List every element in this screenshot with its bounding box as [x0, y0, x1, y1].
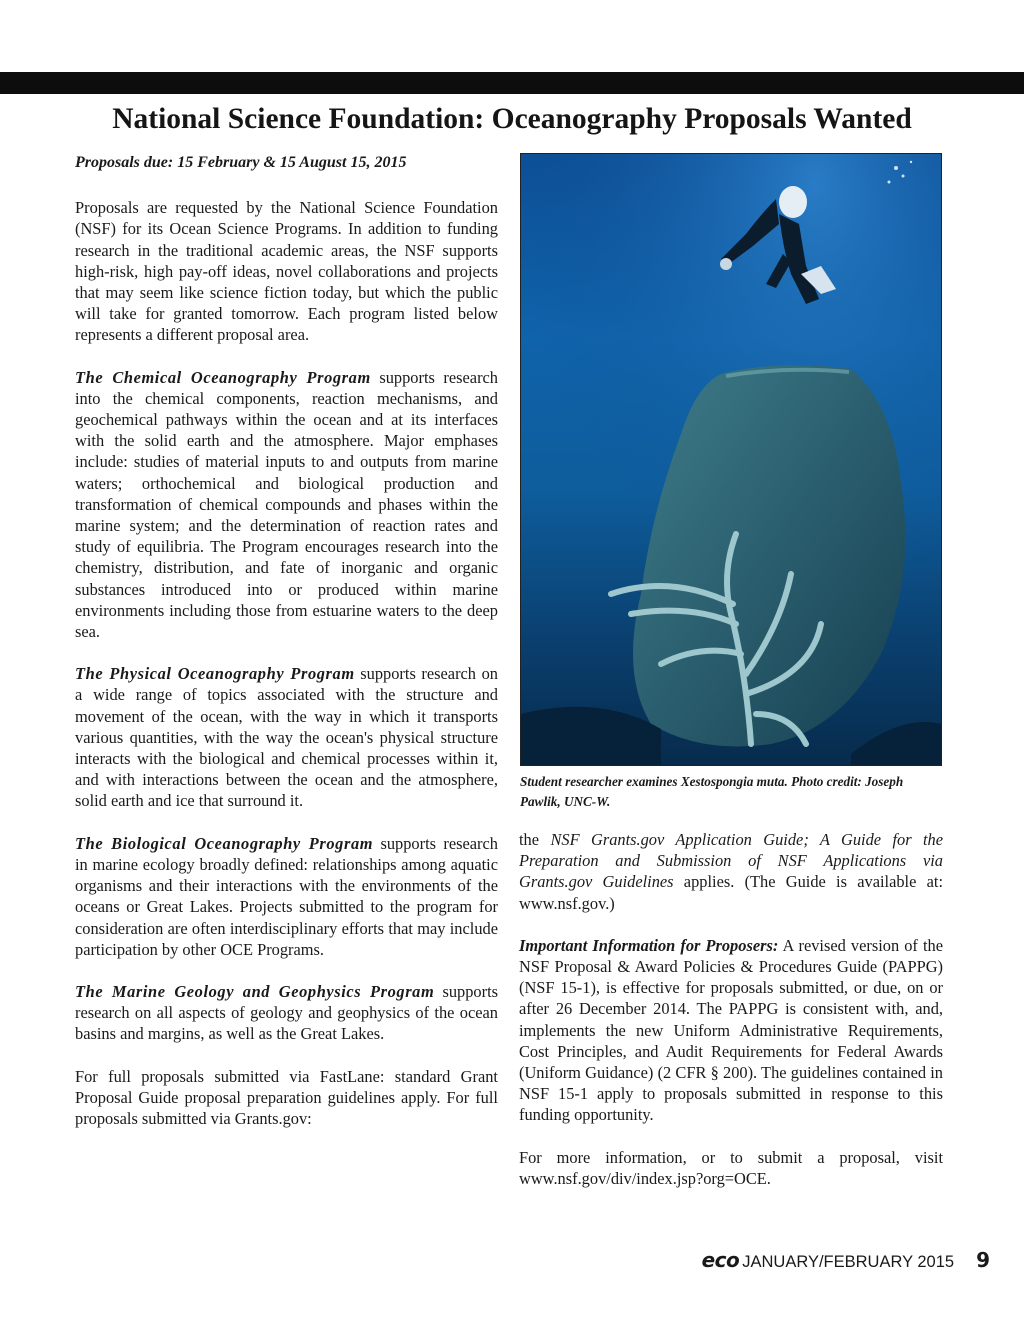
issue-date: JANUARY/FEBRUARY 2015	[742, 1253, 955, 1271]
photo-caption: Student researcher examines Xestospongia muta. Photo credit: Joseph Pawlik, UNC-W.	[520, 774, 904, 809]
important-text: A revised version of the NSF Proposal & Award Policies & Procedures Guide (PAPPG) (NSF 15-1), is effective for proposals submitted, or due, on or after 26 December 2014. The PAPPG is consistent with, and, implements the new Uniform Administrative Requirements, Cost Principles, and Audit Requirements for Federal Awards (Uniform Guidance) (2 CFR § 200). The guidelines contained in NSF 15-1 apply to proposals submitted in response to this funding opportunity.	[519, 935, 943, 1125]
program-name: The Biological Oceanography Program	[75, 833, 374, 853]
program-paragraph	[75, 663, 498, 811]
grants-paragraph	[519, 829, 943, 914]
left-column	[75, 152, 498, 1150]
important-paragraph	[519, 935, 943, 1126]
program-paragraph	[75, 367, 498, 643]
right-column	[519, 829, 943, 1210]
program-text: supports research in marine ecology broadly defined: relationships among aquatic organisms and their interactions with the environments of the oceans or Great Lakes. Projects submitted to the program for consideration are often interdisciplinary efforts that may include participation by other OCE Programs.	[75, 833, 498, 959]
page-footer	[620, 1248, 990, 1276]
program-name: The Chemical Oceanography Program	[75, 367, 371, 387]
program-paragraph	[75, 981, 498, 1045]
diver-sponge-illustration	[521, 154, 941, 765]
program-name: The Physical Oceanography Program	[75, 664, 355, 684]
guide-title: NSF Grants.gov Application Guide; A Guide for the Preparation and Submission of NSF Applications via Grants.gov Guidelines	[519, 830, 944, 892]
page-number: 9	[976, 1248, 990, 1272]
due-date-line: Proposals due: 15 February & 15 August 15, 2015	[75, 154, 407, 171]
page-title: National Science Foundation: Oceanography Proposals Wanted	[112, 103, 912, 135]
magazine-logo: eco	[701, 1248, 740, 1272]
program-text: supports research on all aspects of geology and geophysics of the ocean basins and margins, as well as the Great Lakes.	[75, 981, 498, 1044]
program-text: supports research on a wide range of topics associated with the structure and movement of the ocean, with the way in which it transports various quantities, with the way the ocean's physical structure interacts with the biological and chemical processes within it, and with interactions between the ocean and the atmosphere, solid earth and ice that surround it.	[75, 664, 498, 811]
grants-lead: the	[519, 830, 551, 849]
program-paragraph	[75, 833, 498, 960]
more-info-paragraph: For more information, or to submit a proposal, visit www.nsf.gov/div/index.jsp?org=OCE.	[519, 1147, 943, 1188]
header-bar	[0, 72, 1024, 94]
program-name: The Marine Geology and Geophysics Program	[75, 981, 435, 1001]
fastlane-paragraph: For full proposals submitted via FastLane: standard Grant Proposal Guide proposal preparation guidelines apply. For full proposals submitted via Grants.gov:	[75, 1066, 498, 1128]
grants-tail: applies. (The Guide is available at: www.nsf.gov.)	[519, 872, 943, 913]
important-label: Important Information for Proposers:	[519, 935, 779, 955]
intro-paragraph: Proposals are requested by the National Science Foundation (NSF) for its Ocean Science Programs. In addition to funding research in the traditional academic areas, the NSF supports high-risk, high pay-off ideas, novel collaborations and projects that may seem like science fiction today, but which the public will take for granted tomorrow. Each program listed below represents a different proposal area.	[75, 198, 498, 345]
diver-sponge-photo	[520, 153, 942, 766]
program-text: supports research into the chemical components, reaction mechanisms, and geochemical pathways within the ocean and at its interfaces with the solid earth and the atmosphere. Major emphases include: studies of material inputs to and outputs from marine waters; orthochemical and biological production and transformation of chemical compounds and phases within the marine system; and the determination of reaction rates and study of equilibria. The Program encourages research into the chemistry, distribution, and fate of inorganic and organic substances introduced into or produced within marine environments including those from estuarine waters to the deep sea.	[75, 367, 498, 642]
